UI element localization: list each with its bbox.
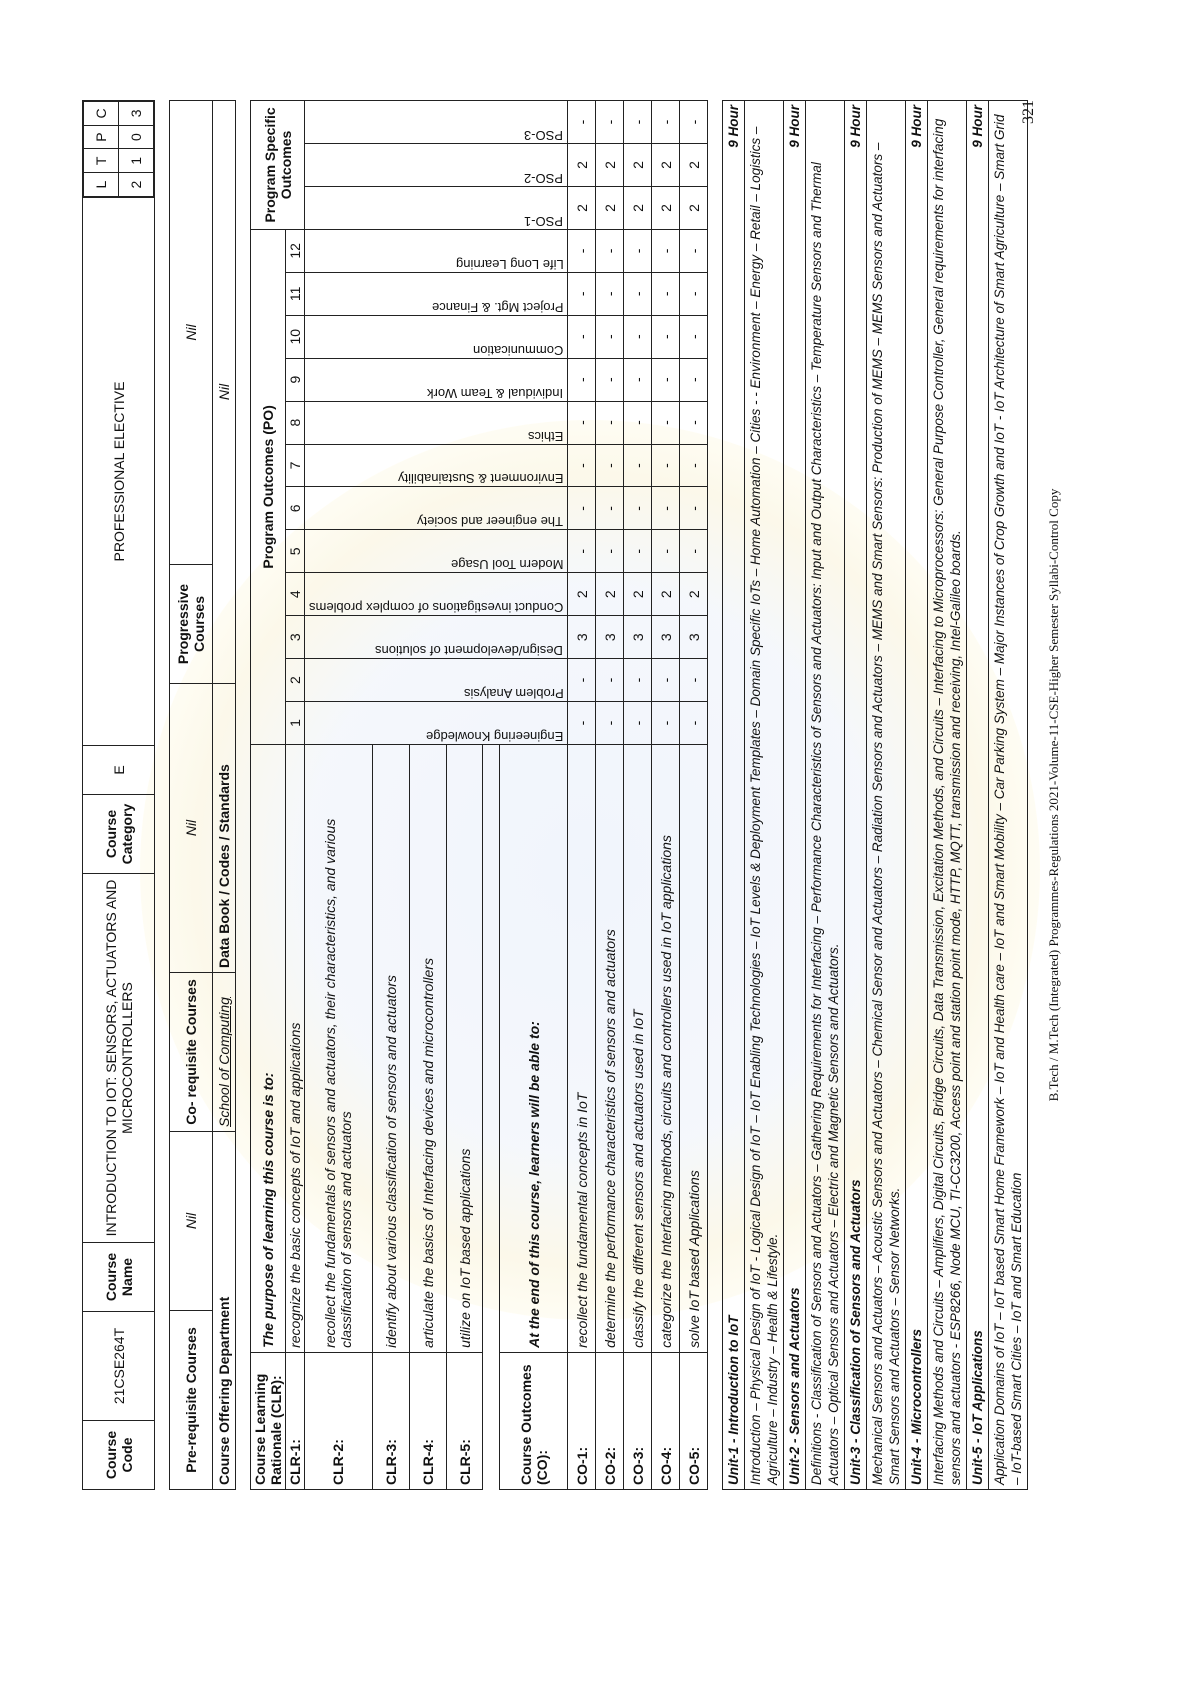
unit-hours: 9 Hour [909, 105, 925, 148]
databook-value: Nil [213, 101, 236, 684]
po-mapping-cell: - [652, 530, 680, 573]
po-mapping-cell: - [596, 487, 624, 530]
po-number: 4 [286, 573, 305, 616]
pso-mapping-cell: 2 [596, 186, 624, 229]
unit-title: Unit-2 - Sensors and Actuators [787, 1287, 803, 1485]
page-footer: B.Tech / M.Tech (Integrated) Programmes-Regulations 2021-Volume-11-CSE-Higher Semester Syllabi-Control Copy [1046, 488, 1061, 1102]
clr-text: utilize on IoT based applications [446, 744, 483, 1352]
po-mapping-cell: - [568, 487, 596, 530]
po-mapping-cell: - [652, 659, 680, 702]
clr-text: articulate the basics of Interfacing devices and microcontrollers [409, 744, 446, 1352]
ltpc-value-c: 3 [119, 102, 154, 126]
syllabus-sheet [82, 100, 1061, 1490]
po-mapping-cell: - [680, 401, 708, 444]
po-name: Design/development of solutions [375, 643, 564, 659]
po-mapping-cell: - [596, 229, 624, 272]
po-mapping-cell: - [568, 659, 596, 702]
po-mapping-cell: - [652, 229, 680, 272]
po-mapping-cell: - [596, 358, 624, 401]
clr-code: CLR-5: [446, 1352, 483, 1489]
po-mapping-cell: - [652, 272, 680, 315]
po-mapping-cell: - [680, 702, 708, 745]
co-row [624, 101, 652, 1490]
po-mapping-cell: 3 [596, 616, 624, 659]
po-mapping-cell: - [596, 530, 624, 573]
unit-title-row [906, 101, 928, 1490]
unit-content: Definitions - Classification of Sensors and Actuators – Gathering Requirements for Interfacing – Performance Characteristics of Sensors and Actuators: Input and Output Characteristics – Temperature Sensors and Thermal Actuators – Optical Sensors and Actuators – Electric and Magnetic Sensors and Actuators. [806, 101, 845, 1490]
po-mapping-cell: - [596, 272, 624, 315]
prereq-label: Pre-requisite Courses [170, 1311, 213, 1490]
unit-content-row [928, 101, 967, 1490]
co-row [652, 101, 680, 1490]
unit-hours: 9 Hour [787, 105, 803, 148]
co-rows [568, 101, 708, 1490]
pso-mapping-cell: - [680, 101, 708, 144]
po-mapping-cell: - [568, 702, 596, 745]
po-mapping-cell: - [596, 444, 624, 487]
unit-title: Unit-5 - IoT Applications [970, 1330, 986, 1485]
po-mapping-cell: 3 [624, 616, 652, 659]
coreq-value: Nil [170, 684, 213, 973]
prerequisite-table [169, 100, 236, 1490]
pso-mapping-cell: 2 [652, 144, 680, 187]
po-mapping-cell: 2 [596, 573, 624, 616]
po-mapping-cell: - [652, 401, 680, 444]
clr-code: CLR-4: [409, 1352, 446, 1489]
co-code: CO-5: [680, 1352, 708, 1489]
course-category-label: Course Category [83, 795, 155, 874]
unit-content-row [806, 101, 845, 1490]
co-text: recollect the fundamental concepts in IoT [568, 744, 596, 1352]
co-text: determine the performance characteristics of sensors and actuators [596, 744, 624, 1352]
pso-mapping-cell: 2 [652, 186, 680, 229]
po-mapping-cell: - [652, 702, 680, 745]
po-name: Life Long Learning [455, 256, 564, 272]
pso-mapping-cell: - [596, 101, 624, 144]
pso-mapping-cell: 2 [568, 186, 596, 229]
unit-content: Introduction – Physical Design of IoT - Logical Design of IoT – IoT Enabling Technologies – IoT Levels & Deployment Templates – Domain Specific IoTs – Home Automation – Cities - - Environment – Energy – Retail – Logistics – Agriculture – Industry – Health & Lifestyle. [745, 101, 784, 1490]
course-code: 21CSE264T [83, 1312, 155, 1421]
po-mapping-cell: - [624, 229, 652, 272]
co-heading: Course Outcomes (CO): [500, 1352, 568, 1489]
progressive-value: Nil [170, 101, 213, 565]
unit-title: Unit-1 - Introduction to IoT [726, 1315, 742, 1485]
pso-mapping-cell: 2 [568, 144, 596, 187]
po-number: 12 [286, 229, 305, 272]
po-name: Conduct investigations of complex problems [309, 600, 564, 616]
course-code-label: Course Code [83, 1421, 155, 1490]
unit-title-row [723, 101, 745, 1490]
po-name: Environment & Sustainability [397, 471, 564, 487]
po-mapping-cell: - [568, 358, 596, 401]
po-mapping-cell: 2 [652, 573, 680, 616]
ltpc-value-p: 0 [119, 125, 154, 149]
unit-hours: 9 Hour [848, 105, 864, 148]
po-mapping-cell: - [624, 315, 652, 358]
dept-label: Course Offering Department [213, 1132, 236, 1490]
po-mapping-cell: - [568, 401, 596, 444]
po-number: 10 [286, 315, 305, 358]
po-mapping-cell: 3 [568, 616, 596, 659]
pso-mapping-cell: 2 [624, 186, 652, 229]
pso-mapping-cell: 2 [624, 144, 652, 187]
co-row [568, 101, 596, 1490]
po-mapping-cell: - [680, 315, 708, 358]
pso-heading: Program Specific Outcomes [251, 101, 305, 230]
po-name: Individual & Team Work [427, 385, 564, 401]
pso-mapping-cell: - [624, 101, 652, 144]
co-text: categorize the Interfacing methods, circuits and controllers used in IoT applications [652, 744, 680, 1352]
ltpc-label-t: T [84, 149, 119, 173]
unit-content-row [989, 101, 1028, 1490]
unit-content-row [745, 101, 784, 1490]
pso-mapping-cell: - [568, 101, 596, 144]
po-heading: Program Outcomes (PO) [251, 229, 286, 744]
po-mapping-cell: - [680, 229, 708, 272]
po-mapping-cell: - [680, 659, 708, 702]
po-number: 11 [286, 272, 305, 315]
course-header-table [82, 100, 155, 1490]
clr-text: recollect the fundamentals of sensors and actuators, their characteristics, and various classification of sensors and actuators [305, 744, 373, 1352]
progressive-label: Progressive Courses [170, 565, 213, 684]
po-mapping-cell: - [680, 530, 708, 573]
unit-content: Application Domains of IoT – IoT based Smart Home Framework – IoT and Health care – IoT and Smart Mobility – Car Parking System – Major Instances of Crop Growth and IoT - IoT Architecture of Smart Agriculture – Smart Grid – IoT-based Smart Cities – IoT and Smart Education [989, 101, 1028, 1490]
po-number: 8 [286, 401, 305, 444]
ltpc-label-l: L [84, 173, 119, 197]
po-mapping-cell: - [624, 358, 652, 401]
po-mapping-cell: - [652, 358, 680, 401]
po-name: Communication [473, 342, 564, 358]
po-mapping-cell: - [652, 315, 680, 358]
co-code: CO-4: [652, 1352, 680, 1489]
clr-text: identify about various classification of sensors and actuators [372, 744, 409, 1352]
dept-value: School of Computing [213, 973, 236, 1132]
unit-hours: 9 Hour [726, 105, 742, 148]
po-mapping-cell: 3 [652, 616, 680, 659]
po-number: 7 [286, 444, 305, 487]
po-number: 5 [286, 530, 305, 573]
po-mapping-cell: - [568, 444, 596, 487]
clr-text: recognize the basic concepts of IoT and applications [286, 744, 305, 1352]
ltpc-label-p: P [84, 125, 119, 149]
course-name: INTRODUCTION TO IOT: SENSORS, ACTUATORS AND MICROCONTROLLERS [83, 874, 155, 1243]
po-mapping-cell: - [624, 487, 652, 530]
po-mapping-cell: - [652, 444, 680, 487]
unit-content-row [867, 101, 906, 1490]
unit-title-row [967, 101, 989, 1490]
po-mapping-cell: - [624, 702, 652, 745]
unit-title-row [845, 101, 867, 1490]
units-table [722, 100, 1028, 1490]
po-mapping-cell: - [596, 401, 624, 444]
po-number: 3 [286, 616, 305, 659]
unit-content: Mechanical Sensors and Actuators – Acoustic Sensors and Actuators – Chemical Sensor and Actuators – Radiation Sensors and Actuators – MEMS and Smart Sensors: Production of MEMS – MEMS Sensors and Actuators – Smart Sensors and Actuators – Sensor Networks. [867, 101, 906, 1490]
pso-mapping-cell: 2 [680, 186, 708, 229]
clr-purpose: The purpose of learning this course is to: [251, 744, 286, 1352]
co-end-text: At the end of this course, learners will be able to: [500, 744, 568, 1352]
po-mapping-cell: - [624, 659, 652, 702]
po-mapping-cell: 2 [680, 573, 708, 616]
po-mapping-cell: - [624, 444, 652, 487]
po-name: Project Mgt. & Finance [431, 299, 564, 315]
co-text: classify the different sensors and actuators used in IoT [624, 744, 652, 1352]
clr-code: CLR-3: [372, 1352, 409, 1489]
co-code: CO-1: [568, 1352, 596, 1489]
po-mapping-cell: - [568, 315, 596, 358]
po-mapping-cell: - [596, 702, 624, 745]
co-row [680, 101, 708, 1490]
ltpc-value-l: 2 [119, 173, 154, 197]
po-mapping-cell: 2 [624, 573, 652, 616]
page-number: 321 [1020, 100, 1037, 124]
unit-title: Unit-3 - Classification of Sensors and Actuators [848, 1179, 864, 1485]
pso-mapping-cell: 2 [596, 144, 624, 187]
po-number: 1 [286, 702, 305, 745]
unit-content: Interfacing Methods and Circuits – Amplifiers, Digital Circuits, Bridge Circuits, Data Transmission, Excitation Methods, and Circuits – Interfacing to Microprocessors: General Purpose Controller, General requirements for interfacing sensors and actuators - ESP8266, Node MCU, TI-CC3200, Access point and station point mode, HTTP, MQTT, transmission and receiving, Intel-Galileo boards. [928, 101, 967, 1490]
co-text: solve IoT based Applications [680, 744, 708, 1352]
po-mapping-cell: - [624, 401, 652, 444]
pso-mapping-cell: 2 [680, 144, 708, 187]
unit-hours: 9 Hour [970, 105, 986, 148]
po-number: 9 [286, 358, 305, 401]
pso-name: PSO-1 [524, 213, 564, 229]
course-category-code: E [83, 746, 155, 795]
po-name: Modern Tool Usage [450, 557, 564, 573]
coreq-label: Co- requisite Courses [170, 973, 213, 1132]
clr-co-outcomes-table [250, 100, 708, 1490]
co-code: CO-2: [596, 1352, 624, 1489]
po-mapping-cell: - [680, 487, 708, 530]
pso-mapping-cell: - [652, 101, 680, 144]
po-mapping-cell: - [568, 229, 596, 272]
po-number: 6 [286, 487, 305, 530]
co-row [596, 101, 624, 1490]
pso-name: PSO-3 [524, 128, 564, 144]
co-code: CO-3: [624, 1352, 652, 1489]
po-mapping-cell: - [680, 444, 708, 487]
clr-heading: Course Learning Rationale (CLR): [251, 1352, 286, 1489]
unit-title-row [784, 101, 806, 1490]
po-name: Ethics [527, 428, 564, 444]
ltpc-cell [83, 101, 155, 198]
po-name: Engineering Knowledge [426, 728, 564, 744]
po-mapping-cell: 2 [568, 573, 596, 616]
po-mapping-cell: - [680, 272, 708, 315]
clr-code: CLR-2: [305, 1352, 373, 1489]
pso-name: PSO-2 [524, 170, 564, 186]
po-name: Problem Analysis [463, 686, 564, 702]
databook-label: Data Book / Codes / Standards [213, 684, 236, 973]
po-mapping-cell: - [680, 358, 708, 401]
po-mapping-cell: - [624, 272, 652, 315]
ltpc-label-c: C [84, 102, 119, 126]
po-mapping-cell: - [652, 487, 680, 530]
unit-title: Unit-4 - Microcontrollers [909, 1328, 925, 1485]
po-name: The engineer and society [417, 514, 564, 530]
ltpc-value-t: 1 [119, 149, 154, 173]
po-mapping-cell: - [596, 315, 624, 358]
po-mapping-cell: - [596, 659, 624, 702]
po-mapping-cell: - [568, 530, 596, 573]
clr-code: CLR-1: [286, 1352, 305, 1489]
po-mapping-cell: 3 [680, 616, 708, 659]
po-mapping-cell: - [624, 530, 652, 573]
po-mapping-cell: - [568, 272, 596, 315]
prereq-value: Nil [170, 1132, 213, 1311]
course-name-label: Course Name [83, 1243, 155, 1312]
po-number: 2 [286, 659, 305, 702]
course-category-name: PROFESSIONAL ELECTIVE [83, 198, 155, 746]
